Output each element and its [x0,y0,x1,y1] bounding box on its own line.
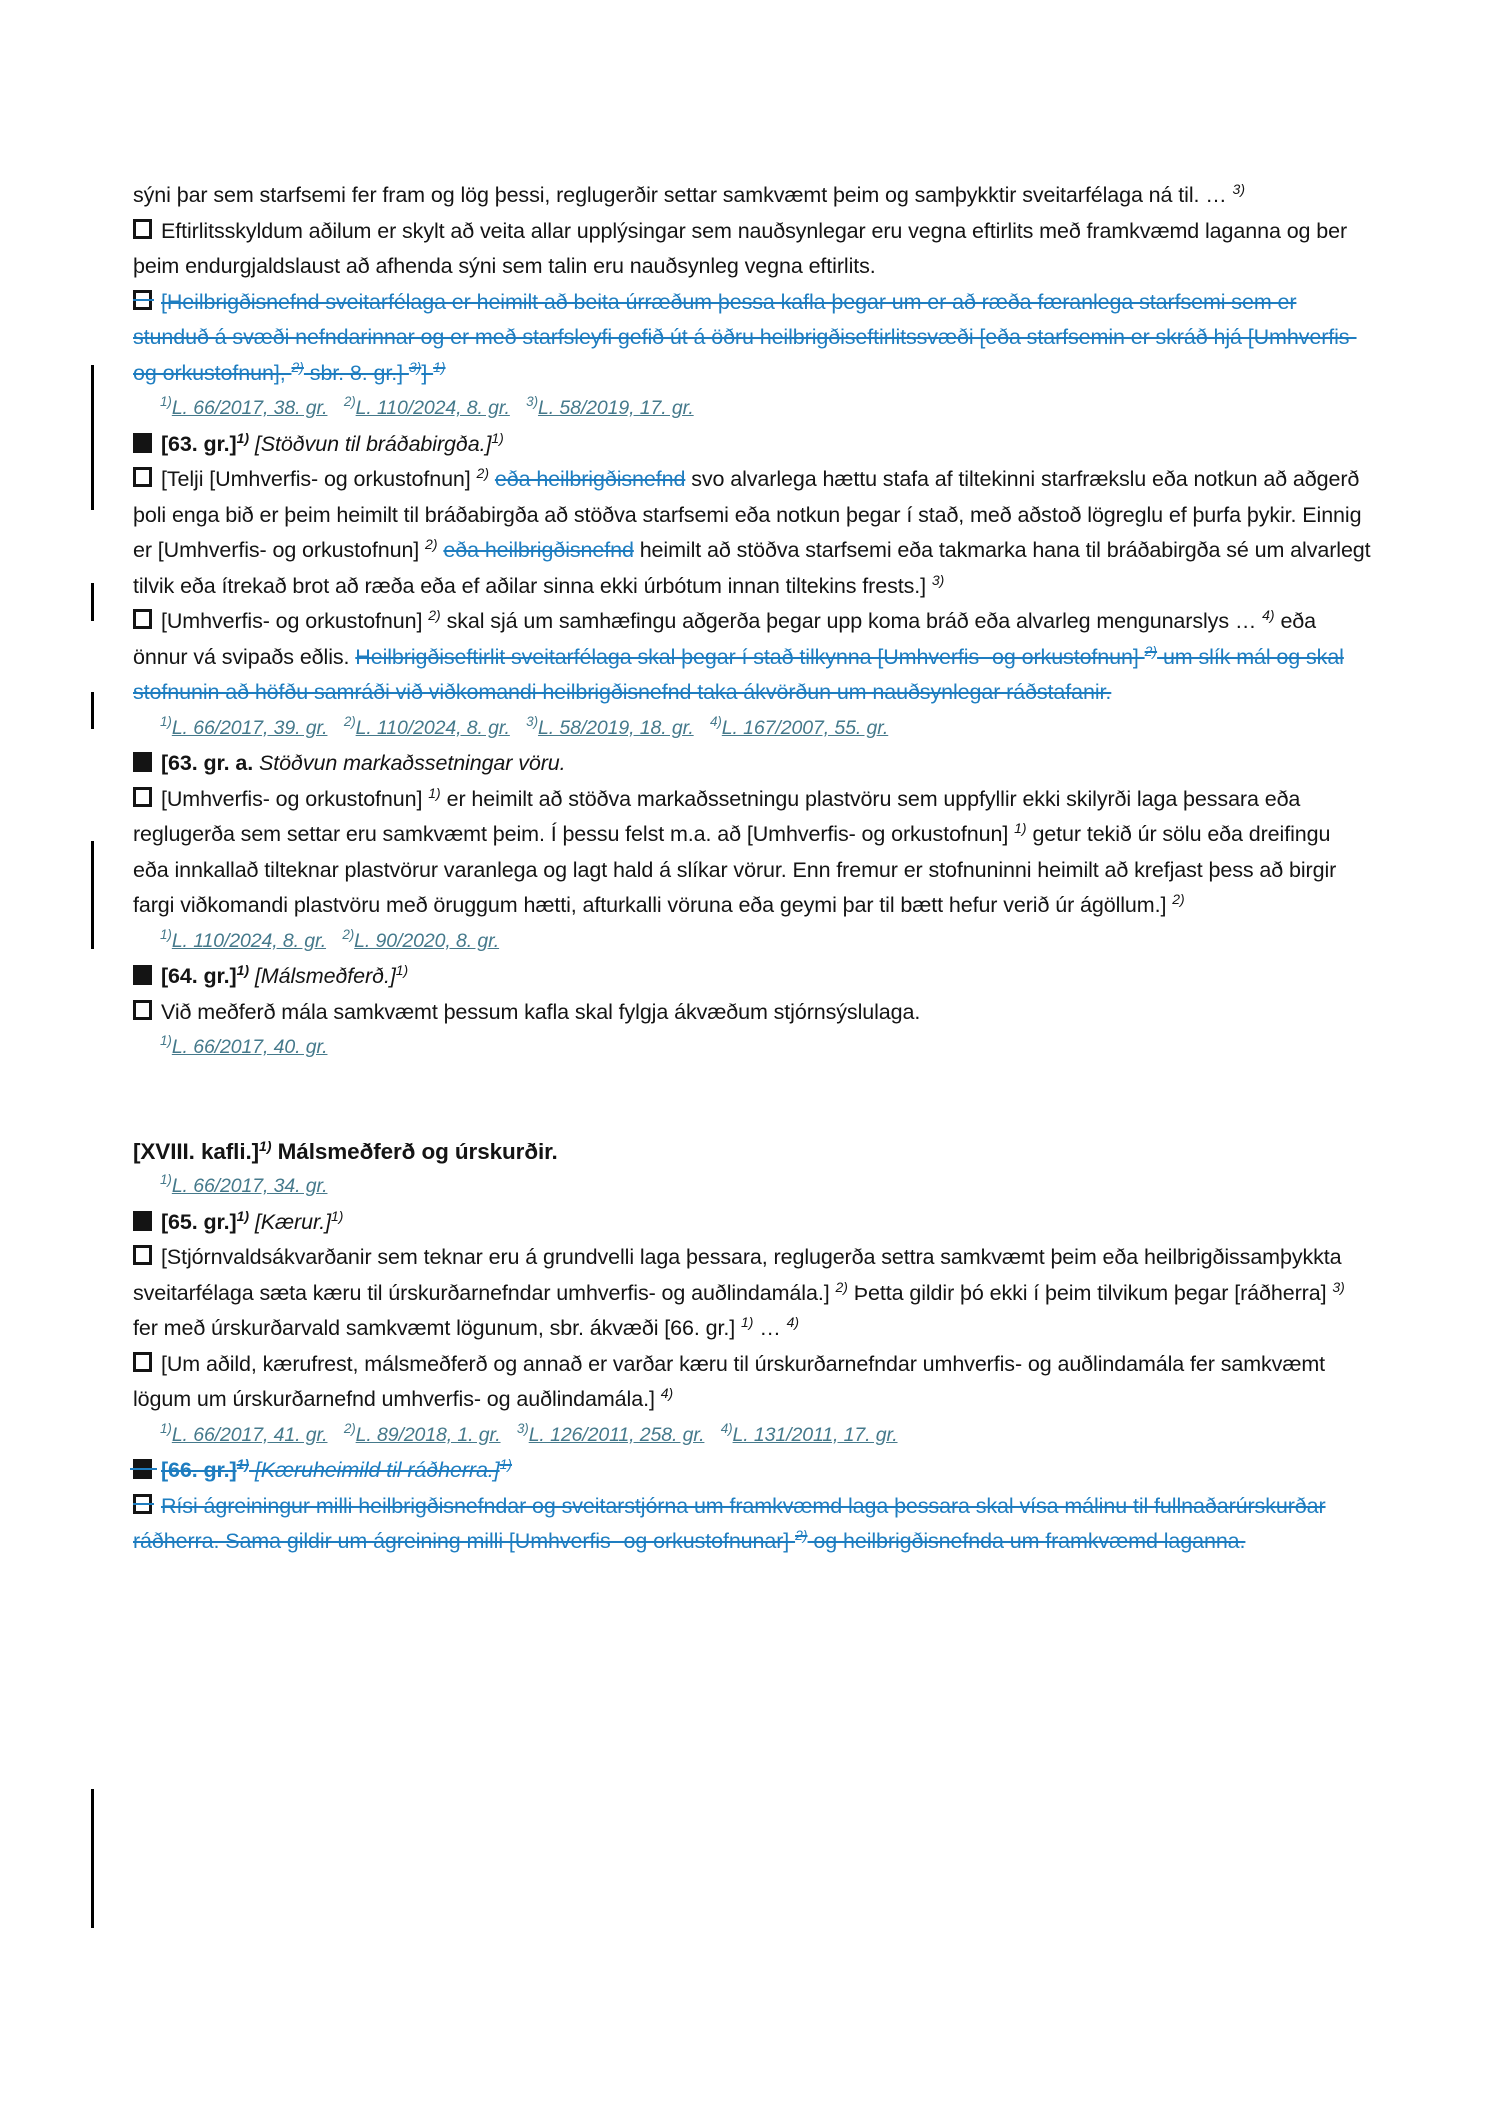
footnote-line [133,391,1371,427]
footnote-line [133,1030,1371,1066]
article-heading [133,746,1371,782]
footnote-item [160,1172,328,1197]
paragraph [133,604,1371,711]
text-run: 3) [1332,1278,1345,1295]
article-marker-icon [133,752,152,772]
deleted-text: sbr. 8. gr.] [303,360,409,385]
footnote-marker: 1) [160,1172,172,1187]
text-run: [63. gr. a. [161,751,259,775]
footnote-marker: 3) [526,713,538,729]
text-run: 4) [786,1314,800,1330]
text-run: [Umhverfis- og orkustofnun] [161,786,429,811]
text-run: 1) [741,1314,754,1330]
article-heading [133,1205,1371,1241]
footnote-marker: 1) [160,1420,172,1436]
footnote-link[interactable]: L. 66/2017, 39. gr. [171,716,328,739]
paragraph [133,285,1371,392]
text-run: 1) [259,1137,272,1154]
footnote-marker: 4) [720,1420,733,1436]
footnote-marker: 2) [342,926,355,942]
article-marker-icon [133,965,152,985]
paragraph-marker-icon [133,467,152,487]
text-run: [Kærur.] [254,1209,331,1234]
text-run: 4) [660,1385,674,1401]
paragraph [133,1489,1371,1560]
footnote-item [343,1420,501,1446]
paragraph-marker-icon [133,1000,152,1020]
change-bar [91,841,94,949]
text-run: 2) [425,536,438,552]
footnote-item [709,713,889,739]
text-run: fer með úrskurðarvald samkvæmt lögunum, sbr. ákvæði [66. gr.] [133,1316,741,1340]
text-run: [XVIII. kafli.] [133,1138,260,1164]
text-run: 4) [1262,607,1275,623]
footnote-link[interactable]: L. 89/2018, 1. gr. [355,1423,501,1446]
chapter-heading [133,1134,1371,1170]
change-bar [91,692,94,729]
text-run: [64. gr.] [161,964,237,988]
paragraph-marker-icon [133,290,152,310]
article-marker-icon [133,433,152,453]
paragraph-marker-icon [133,219,152,239]
change-bar [91,1789,94,1928]
footnote-link[interactable]: L. 66/2017, 41. gr. [171,1423,328,1446]
footnote-link[interactable]: L. 66/2017, 38. gr. [171,397,328,419]
text-run: 1) [236,962,250,978]
footnote-link[interactable]: L. 110/2024, 8. gr. [171,929,327,952]
text-run: skal sjá um samhæfingu aðgerða þegar upp koma bráð eða alvarleg mengunarslys … [440,609,1263,633]
deleted-text: 3) [408,358,422,375]
footnote-item [516,1420,705,1446]
paragraph-marker-icon [133,1245,152,1265]
text-run: eða önnur vá svipaðs eðlis. [133,609,1317,669]
deleted-text: eða heilbrigðisnefnd [443,538,634,562]
text-run: 1) [1014,820,1027,836]
footnote-item [160,394,328,419]
text-run: [63. gr.] [161,431,237,456]
text-run: [Málsmeðferð.] [254,964,396,988]
footnote-link[interactable]: L. 110/2024, 8. gr. [355,716,510,739]
text-run: 1) [236,429,250,446]
deleted-text: [Kæruheimild til ráðherra.] [254,1458,500,1482]
footnote-line [133,711,1371,747]
footnote-marker: 3) [526,394,538,409]
text-run: er heimilt að stöðva markaðssetningu plastvöru sem uppfyllir ekki skilyrði laga þessara eða reglugerða sem settar eru samkvæmt þeim. Í þessu felst m.a. að [Umhverfis- og orkustofnun] [133,786,1301,846]
text-run: [Umhverfis- og orkustofnun] [161,609,429,633]
deleted-text: ] [421,360,434,385]
footnote-item [342,926,500,952]
text-run: … [753,1316,787,1340]
deleted-text: og heilbrigðisnefnda um framkvæmd laganna. [807,1529,1246,1553]
footnote-link[interactable]: L. 66/2017, 34. gr. [171,1175,328,1197]
text-run: [Telji [Umhverfis- og orkustofnun] [161,467,477,491]
text-run: Málsmeðferð og úrskurðir. [271,1138,558,1164]
text-run: 1) [330,1207,344,1224]
deleted-text: [66. gr.] [161,1458,237,1482]
text-run: 1) [428,784,441,801]
footnote-marker: 4) [709,713,722,729]
footnote-line [133,1169,1371,1205]
footnote-item [526,394,694,419]
footnote-marker: 1) [160,713,172,729]
paragraph-marker-icon [133,1494,152,1514]
footnote-line [133,924,1371,960]
paragraph [133,995,1371,1031]
paragraph-marker-icon [133,1352,152,1372]
text-run: [Stöðvun til bráðabirgða.] [254,431,492,456]
deleted-text: um slík mál og skal stofnunin að höfðu samráði við viðkomandi heilbrigðisnefnd taka ákvörðun um nauðsynlegar ráðstafanir. [133,644,1344,704]
text-run: [Stjórnvaldsákvarðanir sem teknar eru á grundvelli laga þessara, reglugerða settra samkvæmt þeim eða heilbrigðissamþykkta sveitarfélaga sæta kæru til úrskurðarnefndar umhverfis- og auðlindamála.] [133,1245,1342,1305]
deleted-text: 2) [1144,642,1158,659]
text-run: 2) [476,465,489,481]
text-run: heimilt að stöðva starfsemi eða takmarka hana til bráðabirgða sé um alvarlegt tilvik eða ítrekað brot að ræða eða ef aðilar sinna ekki úrbótum innan tiltekins frests.] [133,538,1371,598]
footnote-link[interactable]: L. 66/2017, 40. gr. [171,1036,328,1058]
paragraph [133,214,1371,285]
deleted-text: [Heilbrigðisnefnd sveitarfélaga er heimilt að beita úrræðum þessa kafla þegar um er að ræða færanlega starfsemi sem er stunduð á svæði nefndarinnar og er með starfsleyfi gefið út á öðru heilbrigðiseftirlitssvæði [eða starfsemin er skráð hjá [Umhverfis- og orkustofnun], [133,289,1357,385]
footnote-marker: 1) [160,1033,172,1048]
deleted-text: eða heilbrigðisnefnd [494,467,686,491]
footnote-marker: 3) [516,1420,529,1436]
deleted-text: Rísi ágreiningur milli heilbrigðisnefndar og sveitarstjórna um framkvæmd laga þessara skal vísa málinu til fullnaðarúrskurðar ráðherra. Sama gildir um ágreining milli [Umhverfis- og orkustofnunar] [133,1493,1326,1553]
footnote-link[interactable]: L. 126/2011, 258. gr. [528,1423,705,1446]
article-marker-icon [133,1211,152,1231]
footnote-link[interactable]: L. 58/2019, 18. gr. [537,716,694,739]
text-run: 2) [1172,891,1185,907]
footnote-marker: 2) [343,394,356,409]
paragraph-marker-icon [133,609,152,629]
deleted-text: 1) [499,1456,513,1472]
text-run: 1) [395,962,409,978]
article-marker-icon [133,1459,152,1479]
article-heading [133,959,1371,995]
footnote-marker: 2) [343,1420,356,1436]
text-run: 1) [491,429,504,446]
deleted-text: 1) [236,1456,250,1472]
text-run: Við meðferð mála samkvæmt þessum kafla skal fylgja ákvæðum stjórnsýslulaga. [161,999,921,1024]
paragraph [133,1347,1371,1418]
paragraph [133,1240,1371,1347]
footnote-item [720,1420,898,1446]
text-run: getur tekið úr sölu eða dreifingu eða innkallað tilteknar plastvörur varanlega og lagt hald á slíkar vörur. Enn fremur er stofnuninni heimilt að krefjast þess að birgir fargi viðkomandi plastvöru með öruggum hætti, afturkalli vöruna eða geymi þar til bætt hefur verið úr ágöllum.] [133,822,1337,917]
text-run: 2) [428,607,441,623]
article-heading [133,427,1371,463]
footnote-link[interactable]: L. 58/2019, 17. gr. [537,397,694,419]
deleted-text: 1) [433,358,446,375]
footnote-item [526,713,694,739]
text-run: [Um aðild, kærufrest, málsmeðferð og annað er varðar kæru til úrskurðarnefndar umhverfis- og auðlindamála fer samkvæmt lögum um úrskurðarnefnd umhverfis- og auðlindamála.] [133,1351,1326,1411]
paragraph [133,462,1371,604]
text-run: svo alvarlega hættu stafa af tiltekinni starfrækslu eða notkun að aðgerð þoli enga bið er þeim heimilt til bráðabirgða að stöðva starfsemi eða notkun þegar í stað, með aðstoð lögreglu ef þurfa þykir. Einnig er [Umhverfis- og orkustofnun] [133,467,1362,562]
paragraph [133,178,1371,214]
deleted-text: 2) [291,358,304,375]
document-content [133,178,1371,1560]
footnote-item [160,1033,328,1058]
footnote-marker: 1) [160,394,172,409]
article-heading [133,1453,1371,1489]
footnote-item [160,1420,328,1446]
footnote-marker: 2) [343,713,356,729]
text-run: sýni þar sem starfsemi fer fram og lög þessi, reglugerðir settar samkvæmt þeim og samþykktir sveitarfélaga ná til. … [133,183,1233,207]
footnote-item [343,394,510,419]
footnote-item [343,713,510,739]
footnote-link[interactable]: L. 110/2024, 8. gr. [355,397,510,419]
footnote-link[interactable]: L. 167/2007, 55. gr. [721,716,889,739]
deleted-text: 2) [795,1527,808,1543]
footnote-link[interactable]: L. 90/2020, 8. gr. [354,929,500,952]
text-run: 1) [236,1207,250,1224]
text-run: Þetta gildir þó ekki í þeim tilvikum þegar [ráðherra] [847,1280,1333,1305]
change-bar [91,365,94,510]
text-run: Stöðvun markaðssetningar vöru. [259,751,566,775]
paragraph [133,782,1371,924]
deleted-text: Heilbrigðiseftirlit sveitarfélaga skal þegar í stað tilkynna [Umhverfis- og orkustofnun] [355,644,1145,669]
text-run: [65. gr.] [161,1209,237,1234]
footnote-link[interactable]: L. 131/2011, 17. gr. [732,1423,898,1446]
text-run: Eftirlitsskyldum aðilum er skylt að veita allar upplýsingar sem nauðsynlegar eru vegna eftirlits með framkvæmd laganna og ber þeim endurgjaldslaust að afhenda sýni sem talin eru nauðsynleg vegna eftirlits. [133,218,1348,278]
footnote-item [160,713,328,739]
change-bar [91,583,94,621]
text-run: 3) [1232,181,1245,197]
paragraph-marker-icon [133,787,152,807]
footnote-marker: 1) [160,926,172,942]
footnote-line [133,1418,1371,1454]
text-run: 3) [931,571,945,588]
text-run: 2) [835,1278,848,1295]
footnote-item [160,926,327,952]
